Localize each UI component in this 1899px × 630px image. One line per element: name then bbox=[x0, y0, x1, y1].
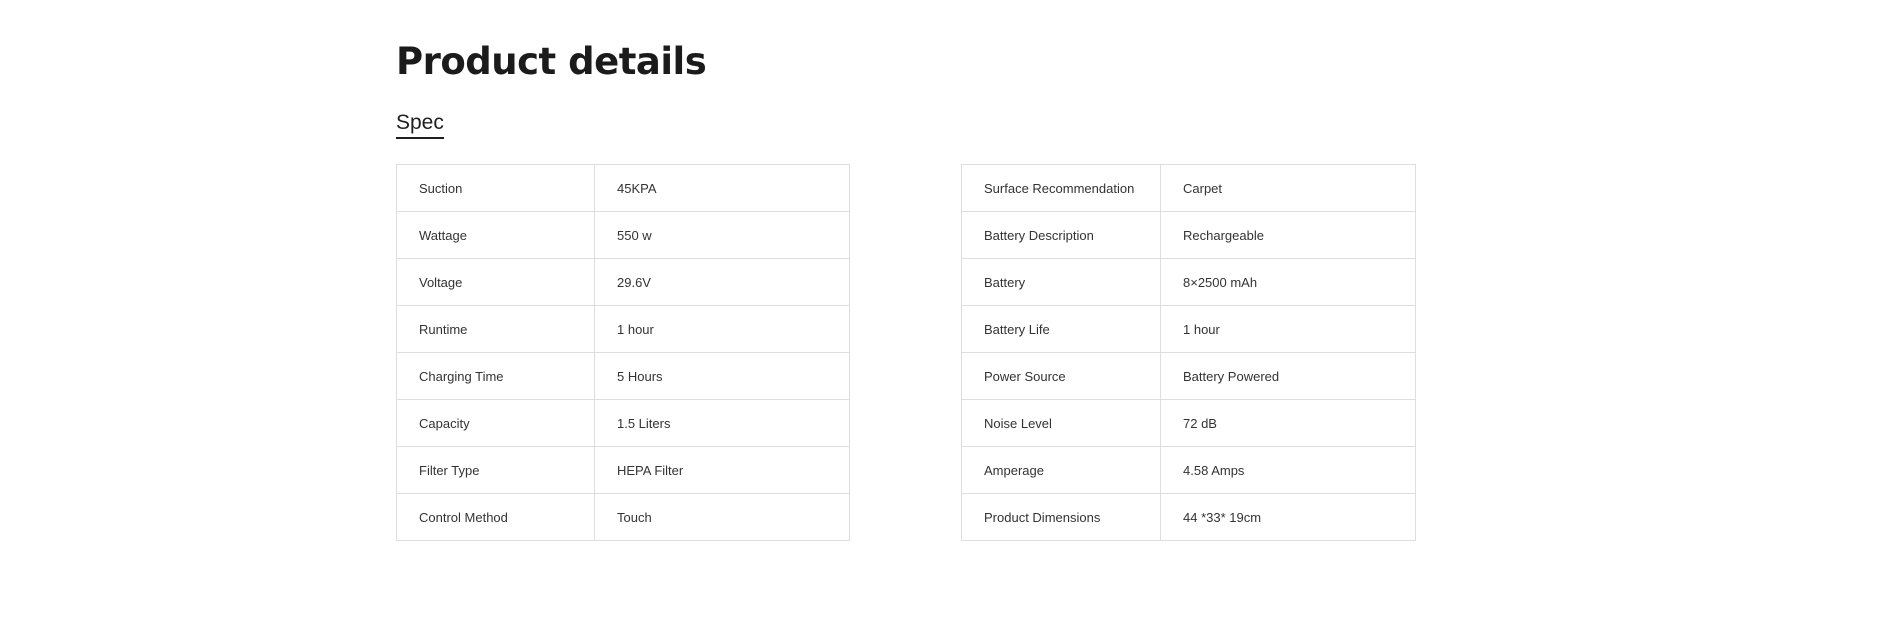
spec-value: Touch bbox=[595, 494, 850, 541]
spec-value: 550 w bbox=[595, 212, 850, 259]
table-row bbox=[962, 400, 1416, 447]
spec-value: Battery Powered bbox=[1161, 353, 1416, 400]
table-row bbox=[962, 353, 1416, 400]
page-title: Product details bbox=[396, 40, 707, 83]
spec-table-left bbox=[396, 164, 850, 541]
table-row bbox=[397, 400, 850, 447]
spec-label: Amperage bbox=[962, 447, 1161, 494]
spec-label: Battery Life bbox=[962, 306, 1161, 353]
spec-label: Power Source bbox=[962, 353, 1161, 400]
table-row bbox=[397, 447, 850, 494]
spec-value: Rechargeable bbox=[1161, 212, 1416, 259]
spec-label: Battery Description bbox=[962, 212, 1161, 259]
spec-value: 4.58 Amps bbox=[1161, 447, 1416, 494]
table-row bbox=[962, 212, 1416, 259]
spec-value: 29.6V bbox=[595, 259, 850, 306]
tab-spec[interactable]: Spec bbox=[396, 110, 444, 139]
spec-value: 45KPA bbox=[595, 165, 850, 212]
spec-value: 44 *33* 19cm bbox=[1161, 494, 1416, 541]
table-row bbox=[962, 447, 1416, 494]
table-row bbox=[397, 165, 850, 212]
spec-label: Surface Recommendation bbox=[962, 165, 1161, 212]
spec-label: Battery bbox=[962, 259, 1161, 306]
spec-label: Suction bbox=[397, 165, 595, 212]
spec-table-right bbox=[961, 164, 1416, 541]
spec-label: Wattage bbox=[397, 212, 595, 259]
spec-label: Charging Time bbox=[397, 353, 595, 400]
spec-label: Capacity bbox=[397, 400, 595, 447]
spec-value: 8×2500 mAh bbox=[1161, 259, 1416, 306]
spec-value: 72 dB bbox=[1161, 400, 1416, 447]
spec-label: Filter Type bbox=[397, 447, 595, 494]
spec-label: Noise Level bbox=[962, 400, 1161, 447]
spec-value: 5 Hours bbox=[595, 353, 850, 400]
table-row bbox=[397, 353, 850, 400]
spec-value: 1 hour bbox=[1161, 306, 1416, 353]
spec-value: 1.5 Liters bbox=[595, 400, 850, 447]
spec-label: Control Method bbox=[397, 494, 595, 541]
spec-label: Product Dimensions bbox=[962, 494, 1161, 541]
spec-value: HEPA Filter bbox=[595, 447, 850, 494]
spec-value: 1 hour bbox=[595, 306, 850, 353]
table-row bbox=[962, 494, 1416, 541]
table-row bbox=[962, 306, 1416, 353]
spec-label: Runtime bbox=[397, 306, 595, 353]
table-row bbox=[397, 306, 850, 353]
table-row bbox=[962, 165, 1416, 212]
table-row bbox=[397, 212, 850, 259]
table-row bbox=[397, 259, 850, 306]
table-row bbox=[397, 494, 850, 541]
spec-value: Carpet bbox=[1161, 165, 1416, 212]
spec-label: Voltage bbox=[397, 259, 595, 306]
table-row bbox=[962, 259, 1416, 306]
